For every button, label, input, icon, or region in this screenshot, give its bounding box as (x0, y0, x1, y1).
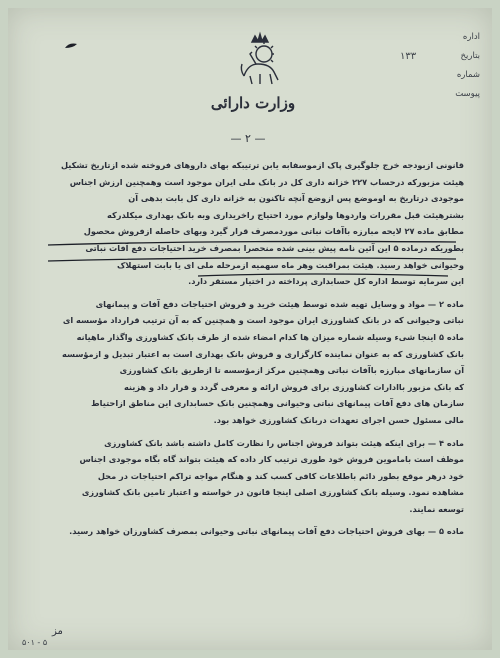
footer-initials: مز (52, 626, 63, 637)
text-line: بطوریکه درماده ۵ این آئین نامه پیش بینی شده منحصرا بمصرف خرید احتیاجات دفع آفات نباتی (85, 242, 464, 253)
document-sheet (8, 8, 492, 650)
field-label: پیوست (455, 89, 480, 99)
text-line: ماده ۴ — برای اینکه هیئت بتواند فروش اجناس را نظارت کامل داشته باشد بانک کشاورزی (104, 437, 464, 448)
text-line: سازمان های دفع آفات پیمانهای نباتی وحیوانی وهمچنین بانک حسابداری این مناطق ازاحتیاط (91, 398, 464, 409)
field-label: اداره (462, 32, 480, 42)
field-office (370, 28, 480, 47)
text-line: خود درهر موقع بطور دائم باطلاعات کافی کسب کند و هنگام مواجه تراکم احتیاجات در محل (97, 470, 464, 481)
document-reference-number: ۵۰۱ - ۵ (22, 638, 48, 647)
text-line: وحیوانی خواهد رسید. هیئت بمراقبت وهر ماه سهمیه ازمرحله ملی ای یا بابت استهلاک (117, 259, 464, 270)
field-value: ۱۳۳ (400, 51, 417, 62)
ink-blot-icon (64, 42, 78, 50)
text-line: بانک کشاورزی که به عنوان نماینده کارگزاری و فروش بانک بهداری است به اعتبار تبدیل و ازمؤسسه (62, 348, 464, 359)
text-line: آن سازمانهای مبارزه باآفات نباتی وهمچنین مرکز ازمؤسسه تا ازطریق بانک کشاورزی (119, 365, 464, 376)
field-value (370, 28, 400, 47)
text-line: نباتی وحیوانی که در بانک کشاورزی ایران موجود است و همچنین که به آن ترتیب قرارداد مؤسسه ای (62, 315, 464, 326)
text-line: این سرمایه توسط اداره کل حسابداری پرداخته در اختیار مستقر دارد. (188, 276, 464, 287)
field-label: شماره (456, 70, 480, 80)
text-line: مالی مسئول حسن اجرای تعهدات دربانک کشاورزی خواهد بود. (213, 414, 464, 425)
text-line: هیئت مزبورکه درحساب ۲۲۷ خزانه داری کل در بانک ملی ایران موجود است وهمچنین ارزش اجناس (69, 176, 464, 187)
text-line: ماده ۵ — بهای فروش احتیاجات دفع آفات پیمانهای نباتی وحیوانی بمصرف کشاورزان خواهد رسید. (69, 526, 464, 537)
ministry-title: وزارت دارائی (210, 94, 296, 112)
field-date (370, 47, 480, 66)
text-line: توسعه نمایند. (409, 503, 464, 514)
text-line: موجودی درتاریخ به اوموضع پس ازوضع آنچه تاکنون به خزانه داری کل بابت بدهی آن (128, 193, 464, 204)
text-line: ماده ۲ — مواد و وسایل تهیه شده توسط هیئت خرید و فروش احتیاجات دفع آفات و پیمانهای (95, 298, 464, 309)
text-line: که بانک مزبور باادارات کشاورزی برای فروش ارائه و معرفی گردد و قرار داد و هزینه (123, 381, 464, 392)
text-line: موظف است باماموین فروش خود طوری ترتیب کار داده که هیئت بتواند گاه بگاه موجودی اجناس (79, 454, 464, 465)
field-value (370, 85, 400, 104)
field-attachment (370, 85, 480, 104)
text-line: مطابق ماده ۲۷ لایحه مبارزه باآفات نباتی موردمصرف قرار گیرد وبهای حاصله ازفروش محصول (83, 226, 464, 237)
header-fields (370, 28, 480, 104)
field-value (370, 66, 400, 85)
field-number (370, 66, 480, 85)
field-label: بتاریخ (460, 51, 480, 61)
lion-and-sun-emblem (230, 30, 290, 90)
page-number: — ۲ — (230, 132, 266, 145)
text-line: مشاهده نمود. وسیله بانک کشاورزی اصلی اینجا قانون در خواسته و اعتبار تامین بانک کشاورزی (81, 487, 464, 498)
text-line: قانونی ازبودجه خرج جلوگیری پاک ازموسفابه یابن ترتیبکه بهای داروهای فروخته شده ازتاریخ تشکیل (60, 160, 464, 170)
text-line: ماده ۵ اینجا شیء وسیله شماره میزان ها کدام امضاء شده از طرف بانک کشاورزی واگذار ماهیانه (76, 331, 464, 342)
document-body (56, 158, 464, 541)
text-line: بشترهیئت قبل مقررات واردوها ولوازم مورد احتیاج راخریداری وبه بانک بهداری میکلدرکه (107, 209, 464, 220)
